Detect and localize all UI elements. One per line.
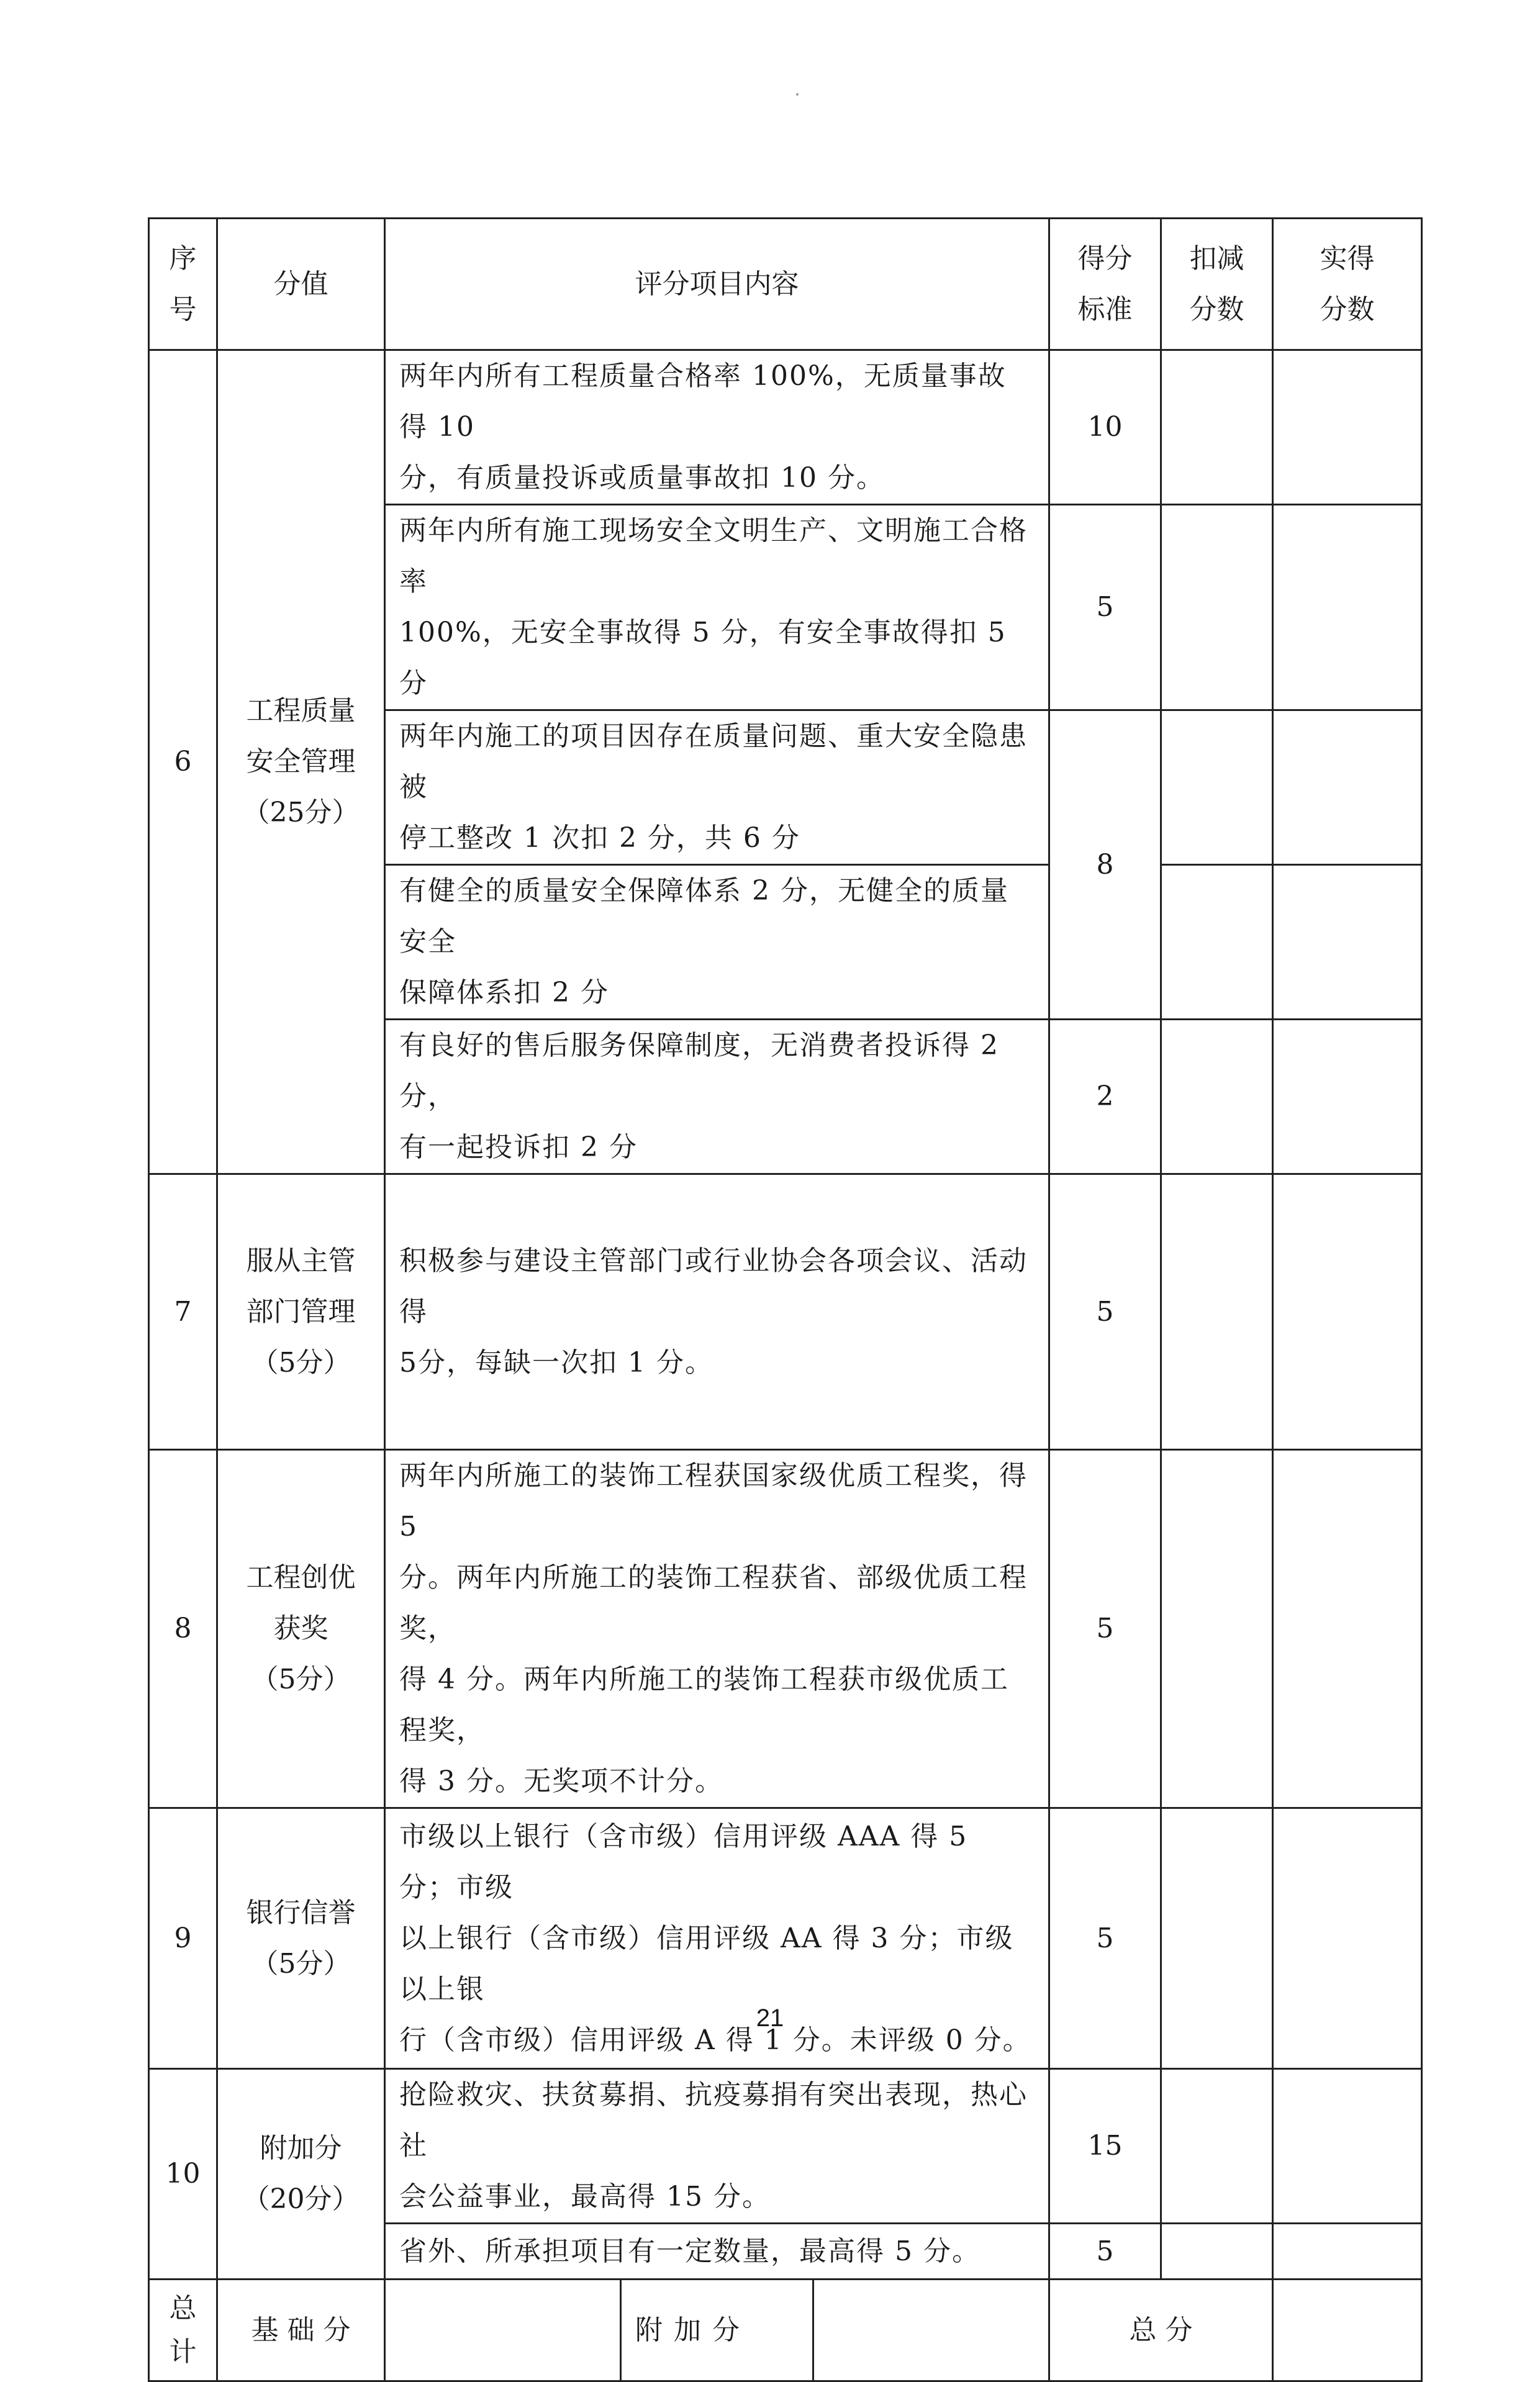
- item-standard: 8: [1049, 710, 1161, 1020]
- actual-cell[interactable]: [1273, 2224, 1422, 2280]
- deduct-cell[interactable]: [1161, 505, 1273, 710]
- header-seq: 序 号: [149, 219, 217, 350]
- header-actual: 实得 分数: [1273, 219, 1422, 350]
- header-points: 分值: [217, 219, 385, 350]
- base-score-label: 基 础 分: [217, 2280, 385, 2381]
- bonus-score-label: 附 加 分: [621, 2280, 813, 2381]
- item-content: 市级以上银行（含市级）信用评级 AAA 得 5 分；市级 以上银行（含市级）信用评级 AA 得 3 分；市级以上银 行（含市级）信用评级 A 得 1 分。未评级 0 分。: [385, 1808, 1049, 2069]
- section-9-category: 银行信誉 （5分）: [217, 1808, 385, 2069]
- header-deduct: 扣减 分数: [1161, 219, 1273, 350]
- section-6-seq: 6: [149, 350, 217, 1174]
- scoring-table: [148, 217, 1423, 2382]
- header-row: [149, 219, 1422, 350]
- total-row: [149, 2280, 1422, 2381]
- section-7-seq: 7: [149, 1174, 217, 1450]
- item-content: 有健全的质量安全保障体系 2 分，无健全的质量安全 保障体系扣 2 分: [385, 865, 1049, 1020]
- deduct-cell[interactable]: [1161, 1450, 1273, 1808]
- page-number: 21: [756, 2004, 784, 2032]
- item-standard: 10: [1049, 350, 1161, 505]
- header-standard: 得分 标准: [1049, 219, 1161, 350]
- actual-cell[interactable]: [1273, 1174, 1422, 1450]
- item-content: 省外、所承担项目有一定数量，最高得 5 分。: [385, 2224, 1049, 2280]
- deduct-cell[interactable]: [1161, 2069, 1273, 2224]
- actual-cell[interactable]: [1273, 865, 1422, 1020]
- item-content: 两年内所有工程质量合格率 100%，无质量事故得 10 分，有质量投诉或质量事故扣 10 分。: [385, 350, 1049, 505]
- item-standard: 5: [1049, 1174, 1161, 1450]
- section-8-seq: 8: [149, 1450, 217, 1808]
- item-standard: 5: [1049, 1450, 1161, 1808]
- section-8-category: 工程创优 获奖 （5分）: [217, 1450, 385, 1808]
- actual-cell[interactable]: [1273, 1450, 1422, 1808]
- actual-cell[interactable]: [1273, 2069, 1422, 2224]
- actual-cell[interactable]: [1273, 350, 1422, 505]
- deduct-cell[interactable]: [1161, 710, 1273, 865]
- deduct-cell[interactable]: [1161, 865, 1273, 1020]
- table-row: [149, 1174, 1422, 1450]
- deduct-cell[interactable]: [1161, 1174, 1273, 1450]
- table-row: [149, 350, 1422, 505]
- item-standard: 5: [1049, 1808, 1161, 2069]
- item-content: 抢险救灾、扶贫募捐、抗疫募捐有突出表现，热心社 会公益事业，最高得 15 分。: [385, 2069, 1049, 2224]
- scan-speck: [796, 93, 799, 96]
- section-10-seq: 10: [149, 2069, 217, 2280]
- header-content: 评分项目内容: [385, 219, 1049, 350]
- bonus-score-cell[interactable]: [813, 2280, 1049, 2381]
- actual-cell[interactable]: [1273, 710, 1422, 865]
- item-standard: 2: [1049, 1020, 1161, 1174]
- item-content: 积极参与建设主管部门或行业协会各项会议、活动得 5分，每缺一次扣 1 分。: [385, 1174, 1049, 1450]
- section-7-category: 服从主管 部门管理 （5分）: [217, 1174, 385, 1450]
- table-row: [149, 1450, 1422, 1808]
- item-content: 两年内所有施工现场安全文明生产、文明施工合格率 100%，无安全事故得 5 分，有安全事故得扣 5 分: [385, 505, 1049, 710]
- actual-cell[interactable]: [1273, 1020, 1422, 1174]
- deduct-cell[interactable]: [1161, 1020, 1273, 1174]
- item-standard: 5: [1049, 2224, 1161, 2280]
- section-9-seq: 9: [149, 1808, 217, 2069]
- item-standard: 15: [1049, 2069, 1161, 2224]
- actual-cell[interactable]: [1273, 505, 1422, 710]
- section-6-category: 工程质量 安全管理 （25分）: [217, 350, 385, 1174]
- table-row: [149, 2069, 1422, 2224]
- total-score-label: 总 分: [1049, 2280, 1273, 2381]
- item-content: 两年内施工的项目因存在质量问题、重大安全隐患被 停工整改 1 次扣 2 分，共 6 分: [385, 710, 1049, 865]
- base-score-cell[interactable]: [385, 2280, 621, 2381]
- total-label: 总 计: [149, 2280, 217, 2381]
- deduct-cell[interactable]: [1161, 350, 1273, 505]
- item-content: 两年内所施工的装饰工程获国家级优质工程奖，得 5 分。两年内所施工的装饰工程获省、部级优质工程奖， 得 4 分。两年内所施工的装饰工程获市级优质工程奖， 得 3 分。无奖项不计分。: [385, 1450, 1049, 1808]
- total-score-cell[interactable]: [1273, 2280, 1422, 2381]
- section-10-category: 附加分 （20分）: [217, 2069, 385, 2280]
- deduct-cell[interactable]: [1161, 2224, 1273, 2280]
- item-standard: 5: [1049, 505, 1161, 710]
- item-content: 有良好的售后服务保障制度，无消费者投诉得 2 分， 有一起投诉扣 2 分: [385, 1020, 1049, 1174]
